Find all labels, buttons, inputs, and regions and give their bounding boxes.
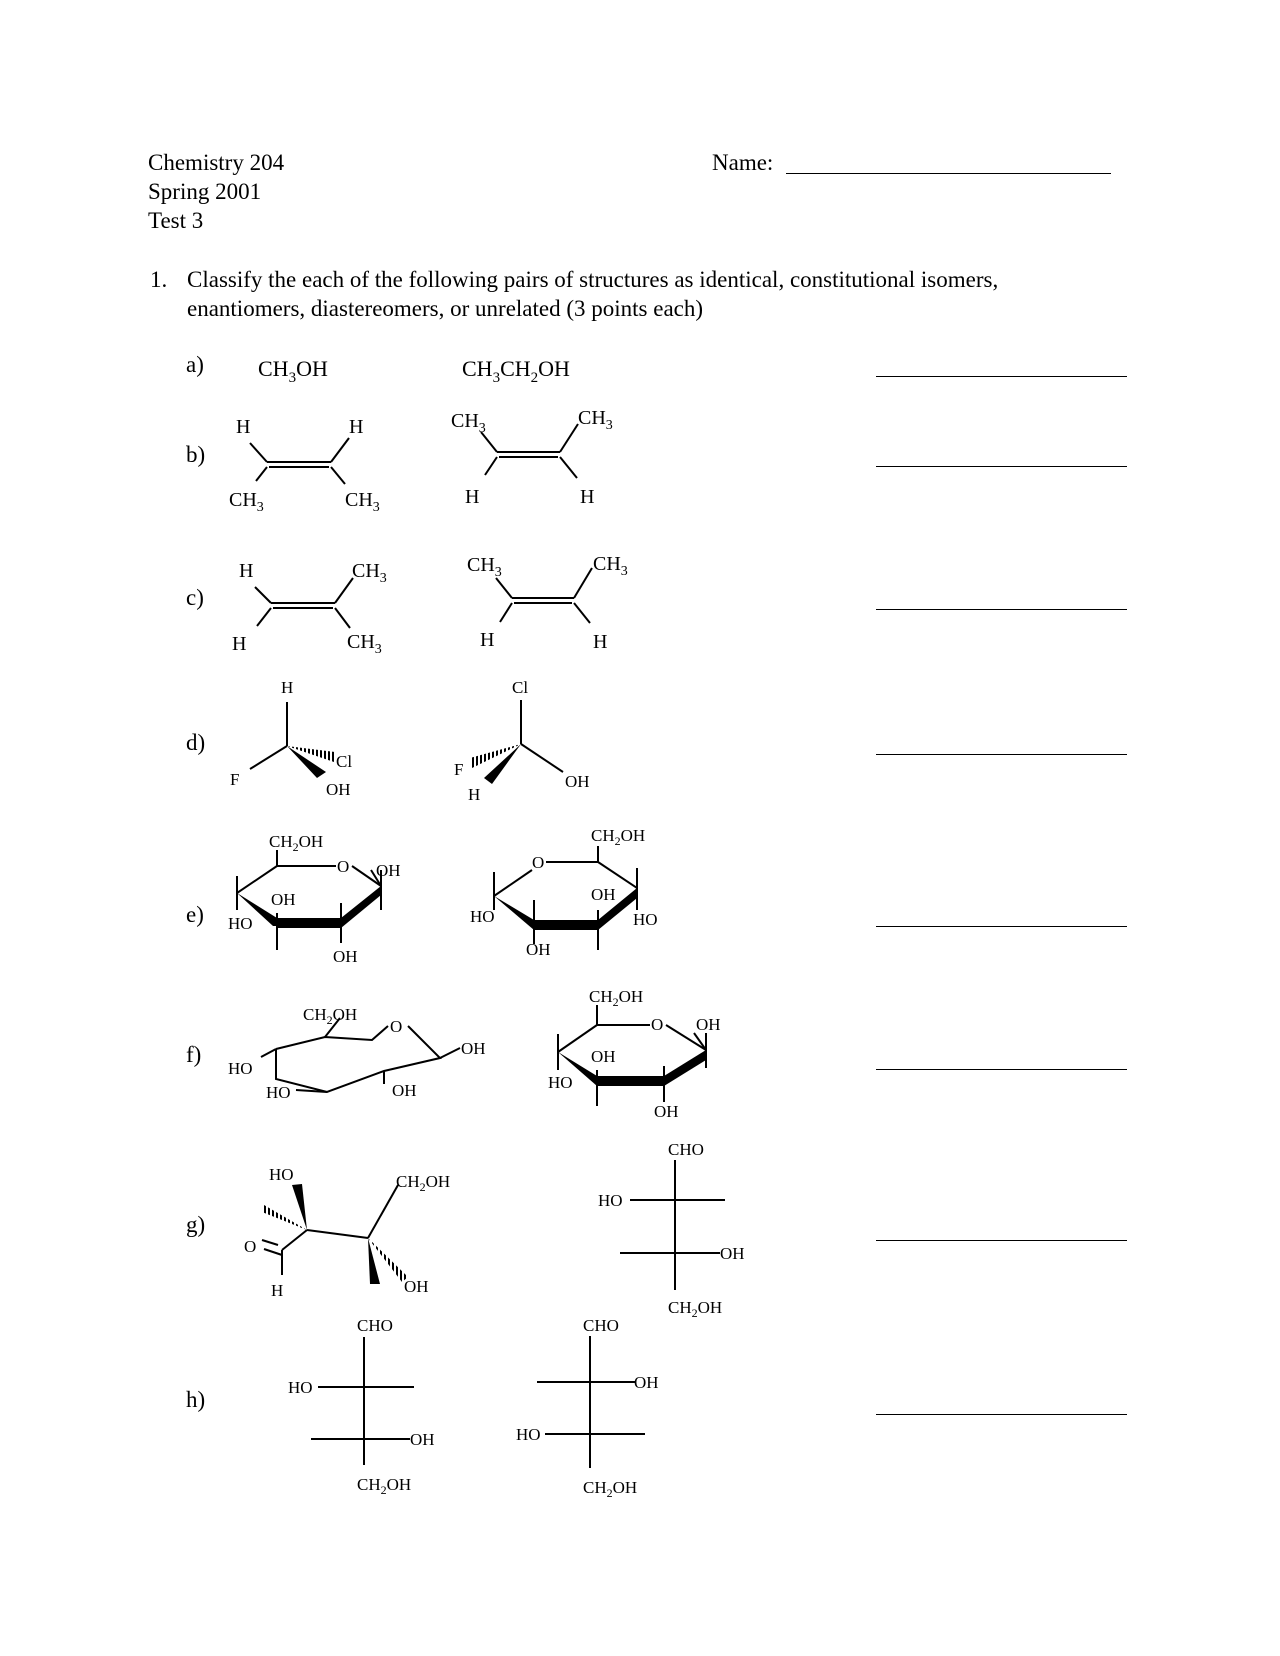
svg-text:CH2OH: $CH_2OH$ bbox=[591, 826, 646, 848]
part-c-right-alkene bbox=[496, 568, 592, 623]
svg-text:OH: OH bbox=[392, 1081, 417, 1100]
svg-text:H: H bbox=[480, 629, 495, 651]
svg-text:CH3: $CH_3$ bbox=[578, 407, 613, 433]
formula-ethanol: $CH_3CH_2OH$ bbox=[462, 356, 570, 386]
part-b-label: b) bbox=[186, 442, 206, 467]
svg-text:H: H bbox=[580, 486, 595, 508]
svg-text:H: H bbox=[468, 785, 481, 804]
part-a-label: a) bbox=[186, 352, 204, 377]
svg-text:O: O bbox=[337, 857, 350, 876]
part-h-right-fischer bbox=[516, 1316, 659, 1500]
svg-text:OH: OH bbox=[376, 861, 401, 880]
part-h-label: h) bbox=[186, 1387, 206, 1412]
svg-text:CH2OH: $CH_2OH$ bbox=[303, 1005, 358, 1027]
svg-text:HO: HO bbox=[269, 1165, 294, 1184]
svg-text:HO: HO bbox=[470, 907, 495, 926]
svg-text:CHO: CHO bbox=[583, 1316, 619, 1335]
formula-methanol: $CH_3OH$ bbox=[258, 356, 328, 386]
part-e-left-haworth bbox=[228, 832, 401, 966]
svg-text:O: O bbox=[532, 853, 545, 872]
svg-text:H: H bbox=[281, 678, 294, 697]
part-d-left-stereocenter bbox=[230, 678, 352, 799]
svg-text:Cl: Cl bbox=[512, 678, 529, 697]
part-g-label: g) bbox=[186, 1212, 206, 1237]
svg-text:OH: OH bbox=[565, 772, 590, 791]
svg-text:OH: OH bbox=[591, 1047, 616, 1066]
svg-text:OH: OH bbox=[326, 780, 351, 799]
part-g-left-zigzag bbox=[244, 1165, 450, 1300]
svg-text:OH: OH bbox=[720, 1244, 745, 1263]
svg-text:CH3: $CH_3$ bbox=[352, 560, 387, 586]
svg-text:OH: OH bbox=[634, 1373, 659, 1392]
svg-text:CHO: CHO bbox=[357, 1316, 393, 1335]
svg-text:HO: HO bbox=[516, 1425, 541, 1444]
question-number: 1. bbox=[150, 267, 168, 292]
svg-text:CH3: $CH_3$ bbox=[593, 553, 628, 579]
svg-text:F: F bbox=[454, 760, 464, 779]
svg-text:CH2OH: $CH_2OH$ bbox=[583, 1478, 638, 1500]
part-f-label: f) bbox=[186, 1042, 202, 1067]
question-text-line1: Classify the each of the following pairs of structures as identical, constitutional isomers, bbox=[187, 267, 999, 292]
svg-text:CH2OH: $CH_2OH$ bbox=[668, 1298, 723, 1320]
svg-text:OH: OH bbox=[333, 947, 358, 966]
svg-text:CH2OH: $CH_2OH$ bbox=[589, 987, 644, 1009]
svg-text:CH3: $CH_3$ bbox=[347, 631, 382, 657]
svg-text:O: O bbox=[651, 1015, 664, 1034]
svg-text:OH: OH bbox=[461, 1039, 486, 1058]
svg-text:H: H bbox=[236, 416, 251, 438]
svg-text:CH2OH: $CH_2OH$ bbox=[396, 1172, 451, 1194]
svg-text:H: H bbox=[271, 1281, 284, 1300]
name-label: Name: bbox=[712, 150, 774, 175]
part-b-right-alkene bbox=[481, 424, 578, 478]
part-e-right-haworth bbox=[470, 826, 658, 959]
svg-text:H: H bbox=[232, 633, 247, 655]
svg-text:HO: HO bbox=[288, 1378, 313, 1397]
part-b-left-alkene bbox=[250, 438, 349, 484]
part-d-right-stereocenter bbox=[454, 678, 590, 804]
svg-text:CH3: $CH_3$ bbox=[229, 489, 264, 515]
part-f-left-chair bbox=[261, 1018, 460, 1092]
test-number: Test 3 bbox=[148, 208, 204, 233]
svg-text:HO: HO bbox=[633, 910, 658, 929]
svg-text:OH: OH bbox=[526, 940, 551, 959]
part-h-left-fischer bbox=[288, 1316, 435, 1497]
svg-text:HO: HO bbox=[548, 1073, 573, 1092]
svg-text:CH3: $CH_3$ bbox=[451, 410, 486, 436]
svg-text:HO: HO bbox=[228, 914, 253, 933]
svg-text:H: H bbox=[349, 416, 364, 438]
course-title: Chemistry 204 bbox=[148, 150, 285, 175]
svg-text:HO: HO bbox=[266, 1083, 291, 1102]
svg-text:H: H bbox=[239, 560, 254, 582]
part-c-label: c) bbox=[186, 585, 204, 610]
svg-text:HO: HO bbox=[598, 1191, 623, 1210]
svg-text:O: O bbox=[390, 1017, 403, 1036]
svg-text:O: O bbox=[244, 1237, 257, 1256]
part-f-right-haworth bbox=[548, 987, 721, 1121]
svg-text:CH3: $CH_3$ bbox=[467, 554, 502, 580]
part-g-right-fischer bbox=[598, 1140, 745, 1320]
term: Spring 2001 bbox=[148, 179, 262, 204]
svg-text:CH2OH: $CH_2OH$ bbox=[357, 1475, 412, 1497]
part-a-structures bbox=[258, 356, 570, 386]
svg-text:CHO: CHO bbox=[668, 1140, 704, 1159]
svg-text:OH: OH bbox=[654, 1102, 679, 1121]
svg-text:OH: OH bbox=[404, 1277, 429, 1296]
part-e-label: e) bbox=[186, 902, 204, 927]
svg-text:Cl: Cl bbox=[336, 752, 353, 771]
question-text-line2: enantiomers, diastereomers, or unrelated (3 points each) bbox=[187, 296, 704, 321]
svg-text:OH: OH bbox=[696, 1015, 721, 1034]
part-b-left-labels bbox=[229, 416, 380, 515]
svg-text:CH2OH: $CH_2OH$ bbox=[269, 832, 324, 854]
svg-text:OH: OH bbox=[591, 885, 616, 904]
svg-text:OH: OH bbox=[410, 1430, 435, 1449]
svg-text:OH: OH bbox=[271, 890, 296, 909]
svg-text:F: F bbox=[230, 770, 240, 789]
svg-text:CH3: $CH_3$ bbox=[345, 489, 380, 515]
svg-text:HO: HO bbox=[228, 1059, 253, 1078]
svg-text:H: H bbox=[593, 631, 608, 653]
part-c-left-alkene bbox=[255, 578, 353, 628]
part-d-label: d) bbox=[186, 730, 206, 755]
svg-text:H: H bbox=[465, 486, 480, 508]
